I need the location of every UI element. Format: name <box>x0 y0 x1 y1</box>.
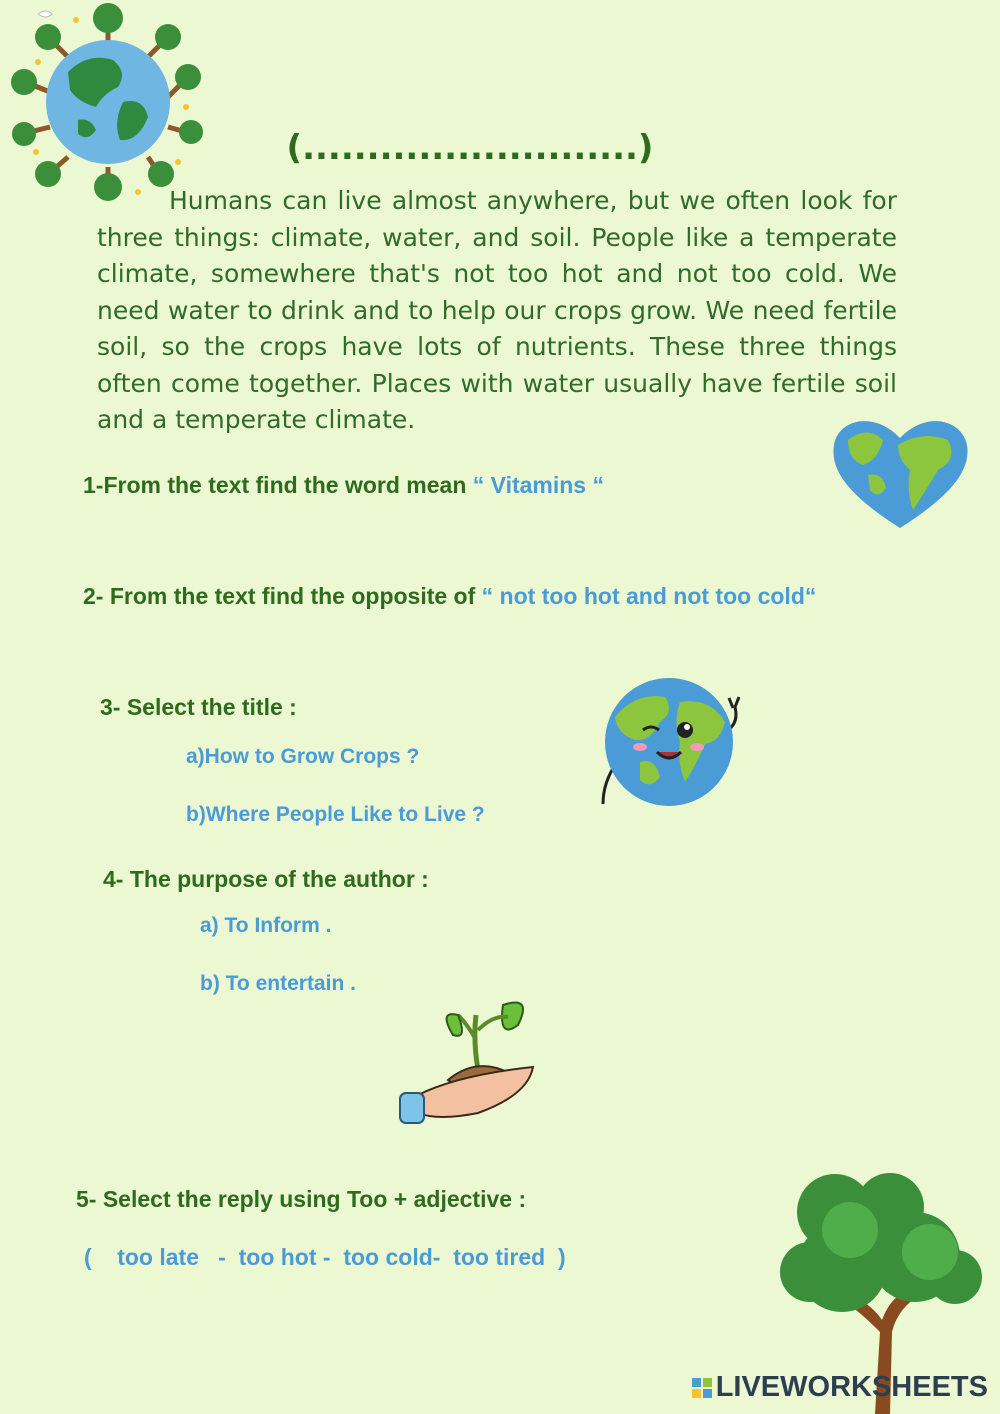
hand-holding-sprout-icon <box>398 995 543 1130</box>
liveworksheets-logo-icon <box>692 1378 712 1398</box>
question-3-label: 3- Select the title : <box>100 694 297 720</box>
question-5-choices[interactable]: ( too late - too hot - too cold- too tired ) <box>84 1244 566 1270</box>
question-2-label: 2- From the text find the opposite of <box>83 583 482 609</box>
question-4-label: 4- The purpose of the author : <box>103 866 429 892</box>
question-1-highlight: “ Vitamins “ <box>472 472 604 498</box>
question-3-option-a[interactable]: a)How to Grow Crops ? <box>186 745 420 768</box>
question-2-highlight: “ not too hot and not too cold“ <box>481 583 817 609</box>
question-5-label: 5- Select the reply using Too + adjective : <box>76 1186 527 1212</box>
heart-earth-icon <box>828 410 973 532</box>
worksheet-title[interactable]: (..........................) <box>286 128 654 168</box>
smiling-earth-icon <box>595 672 755 812</box>
question-4-option-a[interactable]: a) To Inform . <box>200 914 332 937</box>
question-4-option-b[interactable]: b) To entertain . <box>200 972 356 995</box>
logo-text: LIVEWORKSHEETS <box>715 1371 988 1403</box>
liveworksheets-logo <box>692 1371 988 1404</box>
question-1 <box>83 472 604 499</box>
question-2 <box>83 583 816 610</box>
question-3-option-b[interactable]: b)Where People Like to Live ? <box>186 803 485 826</box>
earth-with-trees-icon <box>8 2 208 202</box>
reading-passage: Humans can live almost anywhere, but we often look for three things: climate, water, and soil. People like a temperate climate, somewhere that's not too hot and not too cold. We need water to drink and to help our crops grow. We need fertile soil, so the crops have lots of nutrients. These three things often come together. Places with water usually have fertile soil and a temperate climate. <box>97 186 897 434</box>
question-1-label: 1-From the text find the word mean <box>83 472 473 498</box>
